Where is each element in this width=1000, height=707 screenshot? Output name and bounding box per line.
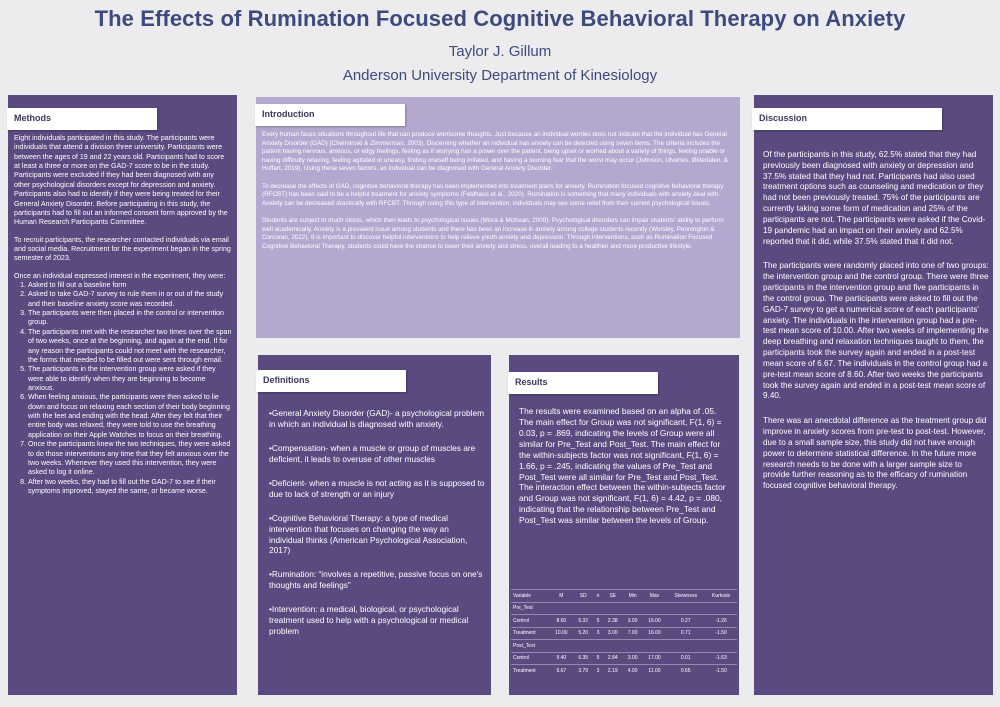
table-cell: 11.00 bbox=[643, 665, 667, 678]
table-cell: Treatment bbox=[511, 665, 549, 678]
introduction-paragraph-1: Every human faces situations throughout life that can produce worrisome thoughts. Just because an individual worries does not indicate that the individual has General Anxiety Disorder (GAD) (Chelminski & Zimmerman, 2003). Discerning whether an individual has anxiety can be detected using seven items. The criteria includes the patient having nervous, anxious, or edgy feelings, feeling as if worrying has a power over the patient, being upset or worried about a variety of things, feeling unable or having difficulty relaxing, feeling agitated or uneasy, finding oneself being irritated, and having a looming fear that the worst may occur (Johnson, Ulvenes, Øktedalen, & Hoffart, 2019). Using these seven factors, an individual can be diagnosed with General Anxiety Disorder. bbox=[262, 131, 729, 172]
table-group-row bbox=[511, 640, 737, 653]
table-header-cell: Kurtosis bbox=[705, 590, 737, 603]
discussion-paragraph-3: There was an anecdotal difference as the treatment group did improve in anxiety scores from pre-test to post-test. However, due to a small sample size, this study did not have enough power to determine statistical difference. In the future more research needs to be done with a larger sample size to provide further reasoning as to the efficacy of rumination focused cognitive behavioral therapy. bbox=[763, 416, 987, 491]
methods-step: 1. Asked to fill out a baseline form bbox=[28, 281, 232, 290]
methods-step: 2. Asked to take GAD-7 survey to rule them in or out of the study and their baseline anxiety score was recorded. bbox=[28, 290, 232, 309]
table-cell: 6.67 bbox=[549, 665, 573, 678]
table-header-cell: Skewness bbox=[666, 590, 705, 603]
department-name: Anderson University Department of Kinesiology bbox=[342, 67, 658, 84]
definition-item: •Rumination: “involves a repetitive, passive focus on one's thoughts and feelings” bbox=[269, 569, 483, 591]
table-header-cell: Variable bbox=[511, 590, 549, 603]
table-header-cell: M bbox=[549, 590, 573, 603]
table-group-label: Post_Test bbox=[511, 640, 737, 653]
table-cell: 2.19 bbox=[603, 665, 623, 678]
table-cell: 5.20 bbox=[573, 627, 593, 640]
table-group-row bbox=[511, 602, 737, 615]
table-cell: 4.00 bbox=[623, 665, 643, 678]
results-body: The results were examined based on an alpha of .05. The main effect for Group was not significant, F(1, 6) = 0.03, p = .869, indicating the levels of Group were all similar for Pre_Test and Post_Test. The main effect for the within-subjects factor was not significant, F(1, 6) = 1.66, p = .245, indicating the values of Pre_Test and Post_Test were all similar for Pre_Test and Post_Test. The interaction effect between the within-subjects factor and Group was not significant, F(1, 6) = 4.42, p = .080, indicating that the relationship between Pre_Test and Post_Test was similar between the levels of Group. bbox=[519, 406, 726, 526]
table-header-cell: SD bbox=[573, 590, 593, 603]
definitions-body bbox=[269, 408, 485, 650]
table-cell: -1.50 bbox=[705, 665, 737, 678]
discussion-body bbox=[763, 150, 989, 506]
table-cell: 8.60 bbox=[549, 615, 573, 628]
table-cell: 0.71 bbox=[666, 627, 705, 640]
table-row bbox=[511, 652, 737, 665]
table-cell: 3.00 bbox=[603, 627, 623, 640]
table-cell: 3.79 bbox=[573, 665, 593, 678]
table-cell: 3 bbox=[593, 627, 603, 640]
introduction-heading: Introduction bbox=[255, 104, 405, 126]
definitions-heading: Definitions bbox=[256, 370, 406, 392]
methods-heading: Methods bbox=[7, 108, 157, 130]
table-header-row bbox=[511, 590, 737, 603]
table-cell: 0.27 bbox=[666, 615, 705, 628]
table-cell: Treatment bbox=[511, 627, 549, 640]
table-cell: 10.00 bbox=[549, 627, 573, 640]
table-cell: 5 bbox=[593, 652, 603, 665]
table-header-cell: Max bbox=[643, 590, 667, 603]
methods-step: 8. After two weeks, they had to fill out the GAD-7 to see if their symptoms improved, stayed the same, or became worse. bbox=[28, 478, 232, 497]
table-cell: 2.38 bbox=[603, 615, 623, 628]
definition-item: •Deficient- when a muscle is not acting as it is supposed to due to lack of strength or an injury bbox=[269, 477, 485, 499]
methods-step: 5. The participants in the intervention group were asked if they were able to identify when they are beginning to become anxious. bbox=[28, 365, 232, 393]
poster-title: The Effects of Rumination Focused Cognitive Behavioral Therapy on Anxiety bbox=[94, 6, 906, 31]
discussion-heading: Discussion bbox=[752, 108, 942, 130]
table-cell: 3.00 bbox=[623, 652, 643, 665]
table-cell: 17.00 bbox=[643, 652, 667, 665]
table-cell: 16.00 bbox=[643, 627, 667, 640]
table-cell: 5 bbox=[593, 615, 603, 628]
introduction-body bbox=[262, 131, 734, 260]
definition-item: •General Anxiety Disorder (GAD)- a psychological problem in which an individual is diagnosed with anxiety. bbox=[269, 408, 485, 429]
table-cell: 6.35 bbox=[573, 652, 593, 665]
definition-item: •Intervention: a medical, biological, or psychological treatment used to help with a psychological or medical problem bbox=[269, 604, 469, 637]
table-cell: 2.84 bbox=[603, 652, 623, 665]
table-cell: 9.40 bbox=[549, 652, 573, 665]
descriptive-stats-table bbox=[511, 589, 737, 677]
author-name: Taylor J. Gillum bbox=[448, 43, 552, 60]
table-group-label: Pre_Test bbox=[511, 602, 737, 615]
results-heading: Results bbox=[508, 372, 658, 394]
table-cell: 0.65 bbox=[666, 665, 705, 678]
table-cell: Control bbox=[511, 615, 549, 628]
table-row bbox=[511, 615, 737, 628]
methods-body bbox=[14, 134, 232, 496]
introduction-paragraph-3: Students are subject to much stress, which then leads to psychological issues (Misra & McKean, 2000). Psychological disorders can impair students' ability to perform well academically. Anxiety is a prevalent issue among students and there has been an increase in anxiety among college students recently (Worsley, Pennington & Corcoran, 2022). It is important to discover helpful interventions to help relieve youth anxiety and depression. Through interventions, such as Rumination Focused Cognitive Behavioral Therapy, students could have the chance to lower their anxiety and stress, overall leading to a healthier and more productive lifestyle. bbox=[262, 217, 724, 250]
table-cell: Control bbox=[511, 652, 549, 665]
discussion-paragraph-2: The participants were randomly placed into one of two groups: the intervention group and the control group. There were three participants in the intervention group and five participants in the control group. The participants were asked to fill out the GAD-7 survey to get a numerical score of each participants' anxiety. The individuals in the intervention group had a pre-test mean score of 10.00. After two weeks of implementing the deep breathing and relaxation techniques taught to them, the participants took the survey again and ended in a post-test mean score of 6.67. The individuals in the control group had a pre-test mean score of 8.60. After two weeks the participants took the survey again and ended in a post-test mean score of 9.40. bbox=[763, 261, 989, 401]
table-cell: 16.00 bbox=[643, 615, 667, 628]
methods-paragraph-3: Once an individual expressed interest in the experiment, they were: bbox=[14, 271, 226, 280]
table-cell: 3.00 bbox=[623, 615, 643, 628]
table-cell: -1.26 bbox=[705, 615, 737, 628]
methods-step: 4. The participants met with the researcher two times over the span of two weeks, once at the beginning, and again at the end. If for any reason the participants could not meet with the researcher, the forms that needed to be filled out were sent through email. bbox=[28, 328, 232, 365]
table-cell: 3 bbox=[593, 665, 603, 678]
table-cell: 5.32 bbox=[573, 615, 593, 628]
methods-step: 7. Once the participants knew the two techniques, they were asked to do those interventions any time that they felt anxious over the two weeks. Whenever they used this intervention, they were asked to log it online. bbox=[28, 440, 232, 477]
methods-step: 3. The participants were then placed in the control or intervention group. bbox=[28, 309, 232, 328]
table-header-cell: n bbox=[593, 590, 603, 603]
methods-steps-list bbox=[14, 281, 232, 496]
table-cell: -1.50 bbox=[705, 627, 737, 640]
table-cell: -1.63 bbox=[705, 652, 737, 665]
methods-paragraph-1: Eight individuals participated in this study. The participants were individuals that attend a division three university. Participants were between the ages of 19 and 22 years old. Participants had to score at least a three or more on the GAD-7 score to be in the study. Participants were excluded if they had been diagnosed with any other psychological disorders except for depression and anxiety. Participants also had to identify if they were being treated for their General Anxiety Disorder. Before participating in this study, the participants had to fill out an informed consent form approved by the Human Research Participants Committee. bbox=[14, 134, 228, 227]
table-row bbox=[511, 665, 737, 678]
table-cell: 7.00 bbox=[623, 627, 643, 640]
table-header-cell: Min bbox=[623, 590, 643, 603]
definition-item: •Cognitive Behavioral Therapy: a type of medical intervention that focuses on changing the way an individual thinks (American Psychological Association, 2017) bbox=[269, 512, 468, 556]
methods-paragraph-2: To recruit participants, the researcher contacted individuals via email and social media. Recruitment for the experiment began in the spring semester of 2023. bbox=[14, 235, 231, 263]
definition-item: •Compensation- when a muscle or group of muscles are deficient, it leads to overuse of other muscles bbox=[269, 442, 476, 464]
table-header-cell: SE bbox=[603, 590, 623, 603]
table-cell: 0.01 bbox=[666, 652, 705, 665]
introduction-paragraph-2: To decrease the effects of GAD, cognitive behavioral therapy has been implemented into treatment plans for anxiety. Rumination focused cognitive behavioral therapy (RFCBT) has been said to be a helpful treatment for anxiety symptoms (Feldhaus et al., 2020). Rumination is something that many individuals with anxiety deal with. Anxiety can be decreased drastically with RFCBT. Through using this type of intervention, individuals may see some relief from their current psychological issues. bbox=[262, 182, 724, 207]
discussion-paragraph-1: Of the participants in this study, 62.5% stated that they had previously been diagnosed with anxiety or depression and 37.5% stated that they had not. Participants had also used treatment options such as counseling and medication or they had not been previously treated. 75% of the participants are currently taking some form of medication and 25% of the participants are not. The participants were asked if the Covid-19 pandemic had an impact on their anxiety and 62.5% reported that it did, while 37.5% stated that it did not. bbox=[763, 150, 986, 246]
methods-step: 6. When feeling anxious, the participants were then asked to lie down and focus on relaxing each section of their body beginning with the feet and ending with the head. After they felt that their entire body was relaxed, they were told to use the breathing application on their Apple Watches to focus on their breathing. bbox=[28, 393, 232, 440]
table-row bbox=[511, 627, 737, 640]
